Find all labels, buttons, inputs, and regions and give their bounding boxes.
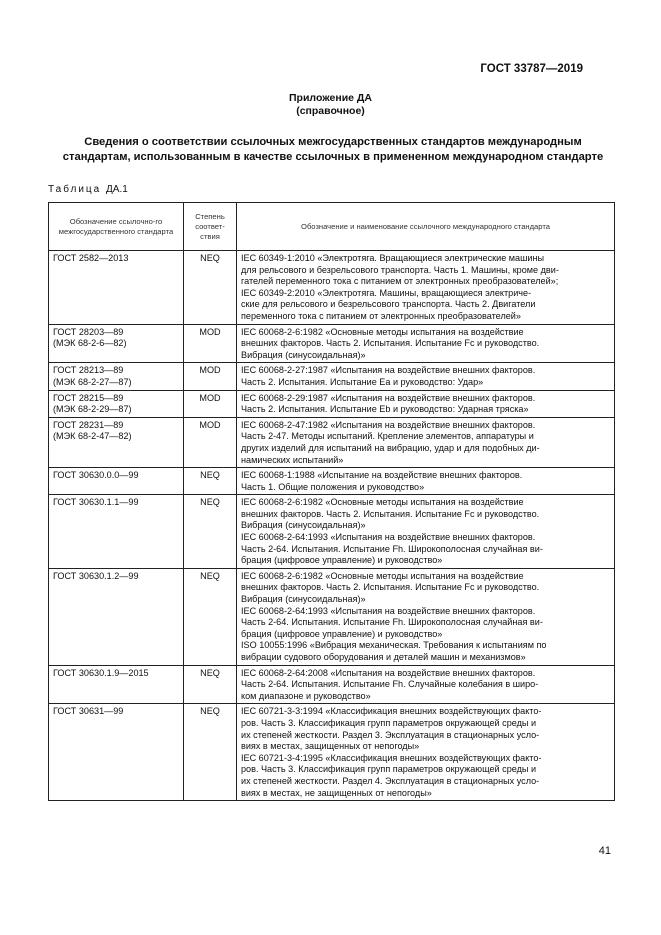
table-row	[49, 495, 615, 569]
international-standard-line: IEC 60068-2-64:1993 «Испытания на воздействие внешних факторов.	[241, 532, 536, 543]
header-national-standard: Обозначение ссылочно-го межгосударственного стандарта	[49, 203, 184, 251]
international-standard-line: ров. Часть 3. Классификация групп параметров окружающей среды и	[241, 764, 537, 775]
table-row	[49, 468, 615, 495]
international-standard-line: Часть 2-64. Испытания. Испытание Fh. Широкополосная случайная ви-	[241, 617, 543, 628]
international-standard-line: IEC 60068-2-29:1987 «Испытания на воздействие внешних факторов.	[241, 392, 536, 403]
international-standard-cell	[237, 363, 615, 390]
table-row	[49, 665, 615, 704]
table-body	[49, 251, 615, 801]
international-standard-line: Часть 2-64. Испытания. Испытание Fh. Случайные колебания в широ-	[241, 679, 539, 690]
table-caption-number: ДА.1	[106, 184, 128, 195]
degree-cell: NEQ	[184, 468, 237, 495]
national-standard-cell	[49, 704, 184, 801]
national-standard-designation: ГОСТ 28203—89	[53, 326, 124, 337]
international-standard-cell	[237, 390, 615, 417]
table-row	[49, 704, 615, 801]
international-standard-cell	[237, 495, 615, 569]
international-standard-line: внешних факторов. Часть 2. Испытания. Испытание Fc и руководство.	[241, 582, 540, 593]
international-standard-line: Часть 2-47. Методы испытаний. Крепление элементов, аппаратуры и	[241, 431, 534, 442]
international-standard-line: IEC 60349-1:2010 «Электротяга. Вращающиеся электрические машины	[241, 253, 545, 263]
international-standard-line: внешних факторов. Часть 2. Испытания. Испытание Fc и руководство.	[241, 338, 540, 349]
degree-cell: NEQ	[184, 495, 237, 569]
annex-heading	[0, 92, 661, 118]
international-standard-line: IEC 60721-3-4:1995 «Классификация внешних воздействующих факто-	[241, 752, 542, 763]
international-standard-line: Вибрация (синусоидальная)»	[241, 594, 366, 605]
national-standard-designation: ГОСТ 28231—89	[53, 419, 124, 430]
degree-cell: MOD	[184, 324, 237, 363]
international-standard-line: ров. Часть 3. Классификация групп параметров окружающей среды и	[241, 717, 537, 728]
international-standard-line: Вибрация (синусоидальная)»	[241, 520, 366, 531]
international-standard-line: для рельсового и безрельсового транспорта. Часть 1. Машины, кроме дви-	[241, 264, 559, 275]
table-row	[49, 363, 615, 390]
international-standard-line: IEC 60068-1:1988 «Испытание на воздействие внешних факторов.	[241, 470, 523, 481]
national-standard-cell	[49, 251, 184, 325]
national-standard-cell	[49, 390, 184, 417]
national-standard-designation: (МЭК 68-2-47—82)	[53, 431, 132, 442]
degree-cell: MOD	[184, 363, 237, 390]
international-standard-line: IEC 60068-2-6:1982 «Основные методы испытания на воздействие	[241, 497, 524, 508]
international-standard-line: Часть 2-64. Испытания. Испытание Fh. Широкополосная случайная ви-	[241, 543, 543, 554]
international-standard-line: IEC 60068-2-27:1987 «Испытания на воздействие внешних факторов.	[241, 365, 536, 376]
degree-cell: NEQ	[184, 251, 237, 325]
international-standard-cell	[237, 251, 615, 325]
national-standard-designation: (МЭК 68-2-6—82)	[53, 338, 127, 349]
international-standard-line: IEC 60068-2-64:1993 «Испытания на воздействие внешних факторов.	[241, 605, 536, 616]
national-standard-designation: ГОСТ 30630.1.1—99	[53, 497, 139, 508]
national-standard-designation: ГОСТ 30630.1.9—2015	[53, 667, 149, 678]
international-standard-line: виях в местах, защищенных от непогоды»	[241, 741, 420, 752]
correspondence-table	[48, 202, 615, 801]
international-standard-line: их степеней жесткости. Раздел 3. Эксплуатация в стационарных усло-	[241, 729, 540, 740]
international-standard-line: внешних факторов. Часть 2. Испытания. Испытание Fc и руководство.	[241, 508, 540, 519]
header-international-standard: Обозначение и наименование ссылочного международного стандарта	[237, 203, 615, 251]
national-standard-designation: ГОСТ 30630.1.2—99	[53, 570, 139, 581]
international-standard-line: ком диапазоне и руководство»	[241, 690, 371, 701]
international-standard-line: брация (цифровое управление) и руководство»	[241, 555, 443, 566]
page-number: 41	[598, 845, 611, 857]
national-standard-cell	[49, 665, 184, 704]
section-title	[50, 135, 616, 165]
national-standard-cell	[49, 495, 184, 569]
national-standard-designation: (МЭК 68-2-29—87)	[53, 404, 132, 415]
national-standard-designation: ГОСТ 2582—2013	[53, 253, 129, 263]
table-caption-label: Таблица	[48, 184, 102, 195]
international-standard-cell	[237, 468, 615, 495]
international-standard-line: брация (цифровое управление) и руководство»	[241, 628, 443, 639]
national-standard-designation: ГОСТ 30631—99	[53, 706, 124, 717]
international-standard-line: IEC 60068-2-64:2008 «Испытания на воздействие внешних факторов.	[241, 667, 536, 678]
national-standard-designation: ГОСТ 28215—89	[53, 392, 124, 403]
table-row	[49, 251, 615, 325]
international-standard-cell	[237, 568, 615, 665]
header-degree: Степень соответ-ствия	[184, 203, 237, 251]
table-row	[49, 390, 615, 417]
international-standard-line: IEC 60068-2-47:1982 «Испытания на воздействие внешних факторов.	[241, 419, 536, 430]
international-standard-cell	[237, 665, 615, 704]
table-row	[49, 417, 615, 467]
international-standard-line: Часть 1. Общие положения и руководство»	[241, 481, 425, 492]
international-standard-line: IEC 60349-2:2010 «Электротяга. Машины, вращающиеся электриче-	[241, 287, 532, 298]
international-standard-line: виях в местах, не защищенных от непогоды»	[241, 787, 432, 798]
international-standard-line: Вибрация (синусоидальная)»	[241, 349, 366, 360]
document-code: ГОСТ 33787—2019	[480, 63, 583, 75]
international-standard-line: Часть 2. Испытания. Испытание Ea и руководство: Удар»	[241, 376, 484, 387]
table-row	[49, 568, 615, 665]
national-standard-designation: ГОСТ 28213—89	[53, 365, 124, 376]
annex-subtitle: (справочное)	[296, 105, 365, 117]
national-standard-designation: ГОСТ 30630.0.0—99	[53, 470, 139, 481]
international-standard-cell	[237, 417, 615, 467]
international-standard-line: вибрации судового оборудования и деталей машин и механизмов»	[241, 652, 526, 662]
international-standard-line: намических испытаний»	[241, 454, 344, 465]
national-standard-cell	[49, 568, 184, 665]
annex-title: Приложение ДА	[289, 92, 372, 104]
national-standard-cell	[49, 324, 184, 363]
table-caption	[48, 184, 128, 195]
national-standard-cell	[49, 363, 184, 390]
international-standard-line: других изделий для испытаний на вибрацию, удар и для подобных ди-	[241, 442, 540, 453]
international-standard-line: ские для рельсового и безрельсового транспорта. Часть 2. Двигатели	[241, 299, 536, 310]
section-title-line-1: Сведения о соответствии ссылочных межгосударственных стандартов международным	[84, 136, 582, 148]
international-standard-cell	[237, 324, 615, 363]
national-standard-cell	[49, 468, 184, 495]
international-standard-line: переменного тока с питанием от электронных преобразователей»	[241, 310, 521, 321]
national-standard-cell	[49, 417, 184, 467]
international-standard-cell	[237, 704, 615, 801]
international-standard-line: IEC 60721-3-3:1994 «Классификация внешних воздействующих факто-	[241, 706, 542, 717]
international-standard-line: Часть 2. Испытания. Испытание Eb и руководство: Ударная тряска»	[241, 404, 529, 415]
degree-cell: NEQ	[184, 665, 237, 704]
degree-cell: NEQ	[184, 704, 237, 801]
national-standard-designation: (МЭК 68-2-27—87)	[53, 376, 132, 387]
table-header-row	[49, 203, 615, 251]
degree-cell: MOD	[184, 390, 237, 417]
international-standard-line: ISO 10055:1996 «Вибрация механическая. Требования к испытаниям по	[241, 640, 547, 651]
international-standard-line: IEC 60068-2-6:1982 «Основные методы испытания на воздействие	[241, 570, 524, 581]
table-row	[49, 324, 615, 363]
international-standard-line: гателей переменного тока с питанием от электронных преобразователей»;	[241, 276, 559, 287]
degree-cell: MOD	[184, 417, 237, 467]
international-standard-line: IEC 60068-2-6:1982 «Основные методы испытания на воздействие	[241, 326, 524, 337]
section-title-line-2: стандартам, использованным в качестве ссылочных в примененном международном стандарте	[62, 151, 604, 163]
degree-cell: NEQ	[184, 568, 237, 665]
international-standard-line: их степеней жесткости. Раздел 4. Эксплуатация в стационарных усло-	[241, 775, 540, 786]
